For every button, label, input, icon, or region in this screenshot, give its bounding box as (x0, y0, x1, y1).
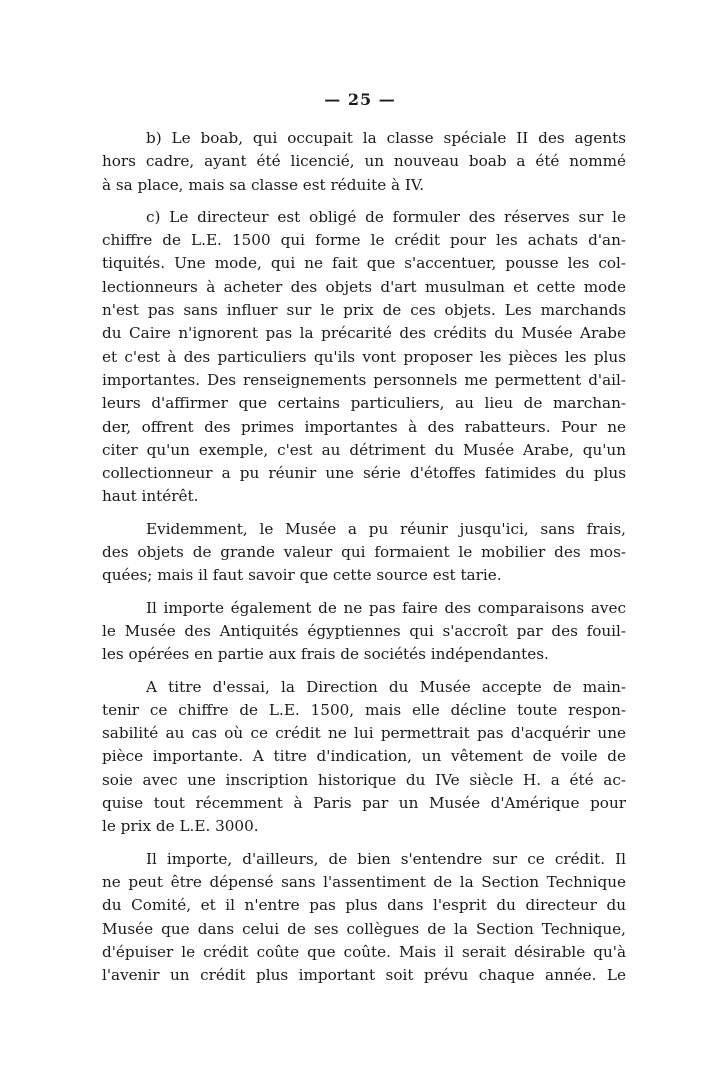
text-line: leurs d'affirmer que certains particuliers, au lieu de marchan- (102, 394, 626, 413)
text-line: le Musée des Antiquités égyptiennes qui s'accroît par des fouil- (102, 621, 626, 640)
text-line: tenir ce chiffre de L.E. 1500, mais elle décline toute respon- (102, 700, 626, 719)
text-line: hors cadre, ayant été licencié, un nouveau boab a été nommé (102, 152, 626, 171)
body-text (102, 127, 626, 996)
text-line: à sa place, mais sa classe est réduite à IV. (102, 175, 425, 194)
text-line: der, offrent des primes importantes à des rabatteurs. Pour ne (102, 417, 626, 436)
text-line: pièce importante. A titre d'indication, un vêtement de voile de (102, 747, 626, 766)
text-line: l'avenir un crédit plus important soit prévu chaque année. Le (102, 966, 626, 985)
text-line: les opérées en partie aux frais de sociétés indépendantes. (102, 645, 549, 664)
text-line: ne peut être dépensé sans l'assentiment de la Section Technique (102, 872, 626, 891)
text-line: et c'est à des particuliers qu'ils vont proposer les pièces les plus (102, 347, 626, 366)
text-line: c) Le directeur est obligé de formuler des réserves sur le (146, 207, 626, 226)
text-line: citer qu'un exemple, c'est au détriment du Musée Arabe, qu'un (102, 440, 626, 459)
text-line: quise tout récemment à Paris par un Musée d'Amérique pour (102, 794, 626, 813)
text-line: Evidemment, le Musée a pu réunir jusqu'ici, sans frais, (146, 519, 626, 538)
paragraph-b (102, 127, 626, 197)
paragraph-a-titre-dessai (102, 676, 626, 839)
text-line: sabilité au cas où ce crédit ne lui permettrait pas d'acquérir une (102, 724, 626, 743)
text-line: A titre d'essai, la Direction du Musée accepte de main- (146, 677, 626, 696)
text-line: b) Le boab, qui occupait la classe spéciale II des agents (146, 129, 626, 147)
text-line: n'est pas sans influer sur le prix de ces objets. Les marchands (102, 301, 626, 320)
text-line: des objets de grande valeur qui formaient le mobilier des mos- (102, 543, 626, 562)
text-line: Il importe également de ne pas faire des comparaisons avec (146, 598, 626, 617)
text-line: Il importe, d'ailleurs, de bien s'entendre sur ce crédit. Il (146, 849, 626, 868)
text-line: collectionneur a pu réunir une série d'étoffes fatimides du plus (102, 464, 626, 483)
text-line: importantes. Des renseignements personnels me permettent d'ail- (102, 370, 626, 389)
text-line: haut intérêt. (102, 487, 199, 506)
text-line: quées; mais il faut savoir que cette source est tarie. (102, 566, 502, 585)
text-line: chiffre de L.E. 1500 qui forme le crédit pour les achats d'an- (102, 231, 626, 250)
paragraph-il-importe-egalement (102, 597, 626, 667)
text-line: d'épuiser le crédit coûte que coûte. Mais il serait désirable qu'à (102, 942, 626, 961)
text-line: du Comité, et il n'entre pas plus dans l'esprit du directeur du (102, 896, 626, 915)
text-line: du Caire n'ignorent pas la précarité des crédits du Musée Arabe (102, 324, 626, 343)
text-line: tiquités. Une mode, qui ne fait que s'accentuer, pousse les col- (102, 254, 626, 273)
page-number: — 25 — (324, 90, 396, 109)
text-line: Musée que dans celui de ses collègues de la Section Technique, (102, 919, 626, 938)
text-line: soie avec une inscription historique du IVe siècle H. a été ac- (102, 770, 626, 789)
text-line: le prix de L.E. 3000. (102, 817, 259, 836)
paragraph-il-importe-dailleurs (102, 848, 626, 988)
paragraph-evidemment (102, 518, 626, 588)
paragraph-c (102, 206, 626, 509)
text-line: lectionneurs à acheter des objets d'art musulman et cette mode (102, 277, 626, 296)
